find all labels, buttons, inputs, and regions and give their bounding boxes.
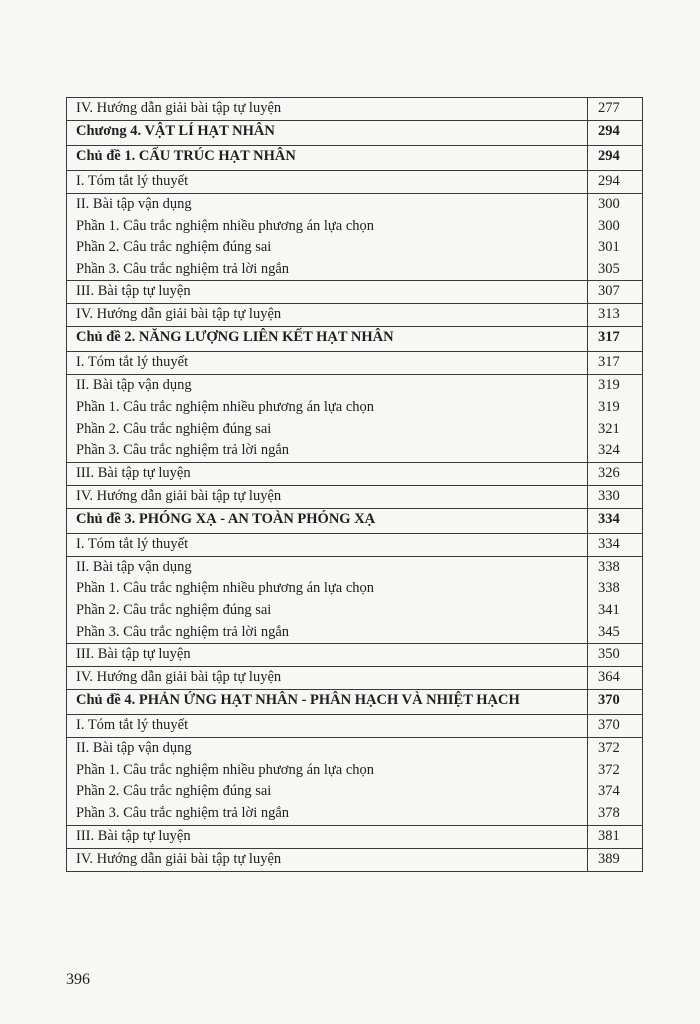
toc-heading-row [67,690,643,715]
toc-entry-title [67,644,588,667]
toc-page-number: 370 [598,717,620,734]
toc-table [66,97,643,872]
toc-entry-line: Phần 2. Câu trắc nghiệm đúng sai [76,601,272,618]
toc-entry-title [67,533,588,556]
toc-entry-line: I. Tóm tắt lý thuyết [76,717,189,734]
toc-page-number: 350 [598,646,620,663]
toc-row [67,715,643,738]
toc-entry-line: Phần 2. Câu trắc nghiệm đúng sai [76,420,272,437]
toc-page-number: 319 [598,398,620,415]
toc-entry-title [67,98,588,121]
toc-page-number: 345 [598,623,620,640]
toc-row [67,194,643,281]
toc-page-number: 326 [598,464,620,481]
toc-entry-line: Phần 1. Câu trắc nghiệm nhiều phương án lựa chọn [76,761,375,778]
toc-entry-page [588,352,643,375]
toc-heading-row [67,146,643,171]
toc-entry-line: Phần 1. Câu trắc nghiệm nhiều phương án lựa chọn [76,580,375,597]
toc-row [67,667,643,690]
toc-entry-line: Chủ đề 1. CẤU TRÚC HẠT NHÂN [76,148,296,164]
toc-entry-title [67,485,588,508]
toc-entry-page [588,281,643,304]
toc-row [67,98,643,121]
toc-entry-page [588,146,643,171]
toc-entry-page [588,462,643,485]
toc-page-number: 301 [598,239,620,256]
toc-entry-title [67,352,588,375]
toc-page-number: 338 [598,580,620,597]
toc-entry-page [588,375,643,462]
toc-row [67,352,643,375]
toc-page-number: 330 [598,487,620,504]
toc-entry-line: Phần 2. Câu trắc nghiệm đúng sai [76,783,272,800]
toc-entry-title [67,281,588,304]
toc-entry-page [588,327,643,352]
toc-entry-line: I. Tóm tắt lý thuyết [76,173,189,189]
toc-page-number: 381 [598,827,620,844]
toc-row [67,738,643,825]
toc-entry-line: II. Bài tập vận dụng [76,196,192,212]
toc-entry-line: II. Bài tập vận dụng [76,377,192,394]
toc-entry-page [588,690,643,715]
toc-entry-line: Phần 1. Câu trắc nghiệm nhiều phương án lựa chọn [76,217,375,234]
toc-entry-title [67,171,588,194]
toc-page-number: 294 [598,173,620,189]
toc-page-number: 317 [598,329,620,346]
toc-page-number: 305 [598,260,620,277]
toc-row [67,304,643,327]
toc-entry-page [588,715,643,738]
toc-heading-row [67,508,643,533]
toc-row [67,825,643,848]
toc-entry-line: IV. Hướng dẫn giải bài tập tự luyện [76,487,282,504]
page-number: 396 [66,971,90,988]
toc-page-number: 372 [598,740,620,757]
toc-entry-title [67,462,588,485]
toc-entry-line: IV. Hướng dẫn giải bài tập tự luyện [76,306,282,323]
toc-entry-page [588,667,643,690]
toc-heading-row [67,121,643,146]
toc-entry-title [67,121,588,146]
toc-page-number: 372 [598,761,620,778]
toc-entry-line: Chủ đề 3. PHÓNG XẠ - AN TOÀN PHÓNG XẠ [76,510,376,527]
toc-entry-line: I. Tóm tắt lý thuyết [76,535,189,552]
toc-entry-title [67,375,588,462]
toc-page-number: 370 [598,692,620,709]
toc-entry-line: Phần 3. Câu trắc nghiệm trả lời ngắn [76,804,290,821]
toc-entry-line: II. Bài tập vận dụng [76,740,192,757]
toc-entry-page [588,738,643,825]
toc-row [67,644,643,667]
toc-row [67,375,643,462]
toc-entry-page [588,533,643,556]
toc-row [67,556,643,643]
toc-page-number: 277 [598,100,620,116]
toc-page-number: 341 [598,601,620,618]
toc-entry-title [67,667,588,690]
toc-entry-page [588,98,643,121]
toc-entry-line: Chủ đề 2. NĂNG LƯỢNG LIÊN KẾT HẠT NHÂN [76,329,394,346]
toc-page-number: 389 [598,850,620,867]
toc-entry-title [67,848,588,871]
toc-entry-title [67,690,588,715]
toc-entry-title [67,194,588,281]
toc-page-number: 334 [598,510,620,527]
toc-page-number: 300 [598,196,620,212]
toc-page-number: 300 [598,217,620,234]
toc-entry-page [588,171,643,194]
toc-entry-line: Phần 3. Câu trắc nghiệm trả lời ngắn [76,442,290,459]
toc-entry-line: III. Bài tập tự luyện [76,464,191,481]
toc-entry-line: IV. Hướng dẫn giải bài tập tự luyện [76,100,282,116]
toc-row [67,848,643,871]
toc-entry-page [588,194,643,281]
toc-entry-title [67,146,588,171]
toc-entry-title [67,715,588,738]
toc-page-number: 313 [598,306,620,323]
toc-entry-page [588,304,643,327]
toc-entry-page [588,485,643,508]
toc-entry-title [67,508,588,533]
toc-entry-line: IV. Hướng dẫn giải bài tập tự luyện [76,850,282,867]
toc-entry-title [67,556,588,643]
toc-entry-title [67,304,588,327]
toc-entry-title [67,738,588,825]
toc-entry-line: Phần 3. Câu trắc nghiệm trả lời ngắn [76,623,290,640]
toc-page-number: 307 [598,283,620,300]
toc-page-number: 364 [598,669,620,686]
toc-entry-line: III. Bài tập tự luyện [76,646,191,663]
toc-entry-page [588,121,643,146]
toc-page-number: 334 [598,535,620,552]
toc-heading-row [67,327,643,352]
toc-row [67,533,643,556]
toc-page-number: 294 [598,123,620,139]
toc-page-number: 338 [598,558,620,575]
toc-entry-title [67,327,588,352]
toc-row [67,485,643,508]
toc-row [67,281,643,304]
toc-entry-line: II. Bài tập vận dụng [76,558,192,575]
toc-entry-line: Chương 4. VẬT LÍ HẠT NHÂN [76,123,275,139]
toc-entry-line: III. Bài tập tự luyện [76,827,191,844]
toc-entry-page [588,848,643,871]
toc-row [67,171,643,194]
toc-entry-page [588,508,643,533]
toc-entry-line: Phần 3. Câu trắc nghiệm trả lời ngắn [76,260,290,277]
toc-entry-line: Phần 1. Câu trắc nghiệm nhiều phương án lựa chọn [76,398,375,415]
toc-entry-title [67,825,588,848]
toc-page-number: 317 [598,354,620,371]
toc-entry-line: IV. Hướng dẫn giải bài tập tự luyện [76,669,282,686]
toc-entry-page [588,556,643,643]
toc-page-number: 374 [598,783,620,800]
toc-page-number: 319 [598,377,620,394]
toc-entry-line: III. Bài tập tự luyện [76,283,191,300]
toc-row [67,462,643,485]
toc-entry-page [588,825,643,848]
toc-entry-line: Phần 2. Câu trắc nghiệm đúng sai [76,239,272,256]
toc-entry-line: I. Tóm tắt lý thuyết [76,354,189,371]
toc-page-number: 324 [598,442,620,459]
toc-entry-page [588,644,643,667]
toc-page-number: 378 [598,804,620,821]
toc-page-number: 294 [598,148,620,164]
toc-page-number: 321 [598,420,620,437]
toc-body [67,98,643,872]
toc-entry-line: Chủ đề 4. PHẢN ỨNG HẠT NHÂN - PHÂN HẠCH VÀ NHIỆT HẠCH [76,692,520,709]
